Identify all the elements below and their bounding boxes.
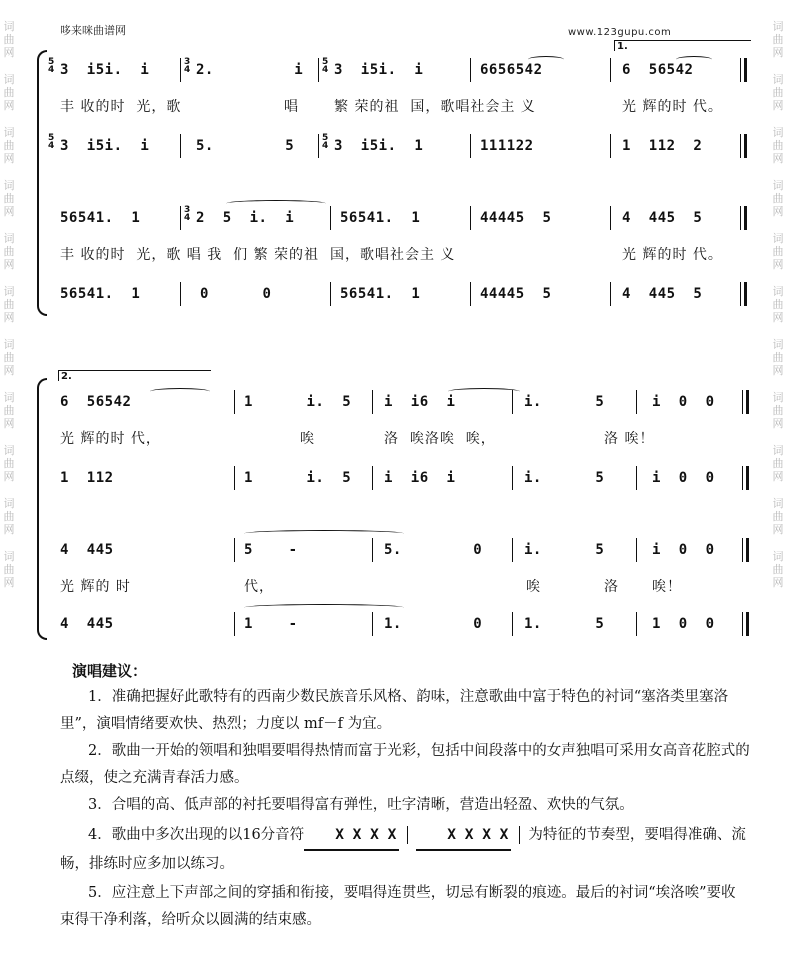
watermark-char: 词	[772, 338, 784, 351]
watermark-char: 曲	[772, 33, 784, 46]
barline	[180, 134, 181, 158]
slur	[150, 388, 210, 395]
watermark-char: 曲	[3, 139, 15, 152]
time-sig: 5 4	[322, 133, 329, 151]
s2-r4-m5: 1 0 0	[652, 616, 715, 632]
watermark-char: 网	[772, 152, 784, 165]
watermark-char: 网	[772, 311, 784, 324]
note-3: 3．合唱的高、低声部的衬托要唱得富有弹性，吐字清晰，营造出轻盈、欢快的气氛。	[88, 797, 634, 813]
barline	[234, 390, 235, 414]
watermark-char: 曲	[772, 351, 784, 364]
s1-r1-m2: 2. i	[196, 62, 304, 78]
barline	[372, 390, 373, 414]
barline	[470, 206, 471, 230]
watermark-char: 词	[772, 179, 784, 192]
watermark-char: 曲	[772, 404, 784, 417]
watermark-char: 曲	[3, 192, 15, 205]
s1-r1-m1: 3 i5i. i	[60, 62, 150, 78]
s2-r3-m4: i. 5	[524, 542, 605, 558]
watermark-char: 网	[3, 258, 15, 271]
s2-lyr3-d: 洛	[604, 579, 619, 595]
barline	[318, 134, 319, 158]
watermark-char: 词	[3, 285, 15, 298]
s1-lyr3-a: 丰 收的时 光，歌 唱 我 们 繁 荣的祖 国，歌唱社会主 义	[60, 247, 456, 263]
note-1: 1．准确把握好此歌特有的西南少数民族音乐风格、韵味，注意歌曲中富于特色的衬词“塞洛类里塞洛里”，演唱情绪要欢快、热烈；力度以 mf－f 为宜。	[60, 689, 729, 732]
repeat-bar	[744, 134, 747, 158]
s2-r2-m3: i i6 i	[384, 470, 456, 486]
watermark-char: 网	[3, 311, 15, 324]
watermark-char: 网	[3, 364, 15, 377]
s1-r4-m5: 4 445 5	[622, 286, 703, 302]
barline	[234, 612, 235, 636]
barline	[372, 612, 373, 636]
s2-r2-m2: 1 i. 5	[244, 470, 352, 486]
volta-1: 1.	[614, 40, 751, 51]
watermark-char: 网	[3, 205, 15, 218]
s2-r3-m3: 5. 0	[384, 542, 483, 558]
final-bar	[746, 612, 749, 636]
barline	[610, 134, 611, 158]
s2-r3-m5: i 0 0	[652, 542, 715, 558]
slur	[226, 200, 326, 207]
barline	[234, 538, 235, 562]
watermark-char: 网	[772, 99, 784, 112]
watermark-char: 词	[772, 73, 784, 86]
barline	[180, 282, 181, 306]
watermark-char: 网	[772, 523, 784, 536]
watermark-char: 网	[3, 470, 15, 483]
watermark-char: 词	[772, 232, 784, 245]
s2-r2-m1: 1 112	[60, 470, 114, 486]
s1-r4-m2: 0 0	[200, 286, 272, 302]
s2-lyr1-d: 洛 唉！	[604, 431, 655, 447]
final-bar	[742, 612, 743, 636]
note-4	[60, 822, 750, 878]
barline	[470, 134, 471, 158]
watermark-char: 网	[3, 417, 15, 430]
barline	[330, 282, 331, 306]
repeat-bar	[740, 134, 741, 158]
barline	[610, 58, 611, 82]
watermark-char: 词	[772, 550, 784, 563]
watermark-char: 词	[3, 391, 15, 404]
watermark-char: 词	[772, 444, 784, 457]
watermark-char: 网	[772, 364, 784, 377]
barline	[636, 612, 637, 636]
s2-r4-m3: 1. 0	[384, 616, 483, 632]
s1-lyr1-b: 唱	[284, 99, 299, 115]
repeat-bar	[740, 206, 741, 230]
barline	[519, 826, 520, 844]
watermark-char: 词	[3, 232, 15, 245]
watermark-char: 词	[772, 391, 784, 404]
barline	[407, 826, 408, 844]
watermark-char: 词	[3, 126, 15, 139]
s1-r1-m5: 6 56542	[622, 62, 694, 78]
watermark-right	[772, 20, 784, 603]
s1-r4-m4: 44445 5	[480, 286, 552, 302]
watermark-char: 网	[772, 470, 784, 483]
repeat-bar	[744, 282, 747, 306]
watermark-char: 网	[772, 258, 784, 271]
barline	[470, 58, 471, 82]
s1-r2-m4: 111122	[480, 138, 534, 154]
system2-brace	[37, 378, 47, 640]
site-name: 哆来咪曲谱网	[60, 24, 126, 37]
watermark-char: 词	[772, 20, 784, 33]
watermark-char: 词	[772, 126, 784, 139]
s2-r3-m1: 4 445	[60, 542, 114, 558]
watermark-char: 网	[3, 152, 15, 165]
s1-r1-m3: 3 i5i. i	[334, 62, 424, 78]
final-bar	[742, 466, 743, 490]
watermark-char: 词	[3, 179, 15, 192]
watermark-char: 曲	[772, 86, 784, 99]
watermark-char: 词	[3, 444, 15, 457]
s1-r3-m3: 56541. 1	[340, 210, 421, 226]
s1-r1-m4: 6656542	[480, 62, 543, 78]
final-bar	[746, 538, 749, 562]
watermark-char: 曲	[772, 298, 784, 311]
s2-r1-m4: i. 5	[524, 394, 605, 410]
s2-lyr3-e: 唉！	[652, 579, 682, 595]
site-url: www.123gupu.com	[568, 27, 672, 38]
watermark-char: 曲	[3, 298, 15, 311]
s2-r2-m5: i 0 0	[652, 470, 715, 486]
s2-r1-m3: i i6 i	[384, 394, 456, 410]
barline	[636, 538, 637, 562]
watermark-char: 曲	[3, 86, 15, 99]
watermark-char: 网	[3, 99, 15, 112]
repeat-bar	[740, 58, 741, 82]
barline	[180, 58, 181, 82]
slur	[244, 530, 404, 537]
watermark-char: 词	[3, 73, 15, 86]
s2-lyr3-a: 光 辉的 时	[60, 579, 131, 595]
final-bar	[746, 390, 749, 414]
s2-r4-m4: 1. 5	[524, 616, 605, 632]
s1-r2-m3: 3 i5i. 1	[334, 138, 424, 154]
watermark-char: 曲	[772, 510, 784, 523]
watermark-char: 曲	[772, 245, 784, 258]
s2-r4-m1: 4 445	[60, 616, 114, 632]
barline	[470, 282, 471, 306]
final-bar	[746, 466, 749, 490]
s2-lyr1-c: 洛 唉洛唉 唉，	[384, 431, 496, 447]
s1-r4-m3: 56541. 1	[340, 286, 421, 302]
s1-r2-m2: 5. 5	[196, 138, 295, 154]
barline	[180, 206, 181, 230]
watermark-char: 曲	[3, 245, 15, 258]
s2-lyr3-b: 代，	[244, 579, 274, 595]
s1-r4-m1: 56541. 1	[60, 286, 141, 302]
s2-r1-m2: 1 i. 5	[244, 394, 352, 410]
repeat-bar	[744, 206, 747, 230]
barline	[636, 466, 637, 490]
s2-r2-m4: i. 5	[524, 470, 605, 486]
watermark-char: 网	[772, 417, 784, 430]
time-sig: 3 4	[184, 57, 191, 75]
barline	[512, 612, 513, 636]
note-5: 5．应注意上下声部之间的穿插和衔接，要唱得连贯些，切忌有断裂的痕迹。最后的衬词“埃洛唉”要收束得干净利落，给听众以圆满的结束感。	[60, 885, 736, 928]
notes-title: 演唱建议：	[72, 662, 148, 680]
time-sig: 5 4	[48, 57, 55, 75]
s2-r1-m5: i 0 0	[652, 394, 715, 410]
s2-r1-m1: 6 56542	[60, 394, 132, 410]
s1-r3-m4: 44445 5	[480, 210, 552, 226]
s1-lyr3-b: 光 辉的时 代。	[622, 247, 723, 263]
time-sig: 3 4	[184, 205, 191, 223]
volta-2: 2.	[58, 370, 211, 381]
barline	[372, 466, 373, 490]
barline	[512, 466, 513, 490]
repeat-bar	[740, 282, 741, 306]
watermark-char: 曲	[772, 563, 784, 576]
s1-r3-m5: 4 445 5	[622, 210, 703, 226]
s2-lyr1-a: 光 辉的时 代，	[60, 431, 161, 447]
time-sig: 5 4	[48, 133, 55, 151]
s2-lyr3-c: 唉	[526, 579, 541, 595]
barline	[512, 538, 513, 562]
s1-r3-m1: 56541. 1	[60, 210, 141, 226]
watermark-char: 曲	[772, 192, 784, 205]
s2-r3-m2: 5 -	[244, 542, 298, 558]
note-2: 2．歌曲一开始的领唱和独唱要唱得热情而富于光彩，包括中间段落中的女声独唱可采用女高音花腔式的点缀，使之充满青春活力感。	[60, 743, 750, 786]
watermark-char: 词	[772, 497, 784, 510]
watermark-char: 网	[3, 576, 15, 589]
watermark-char: 词	[3, 497, 15, 510]
slur	[676, 56, 712, 63]
barline	[610, 282, 611, 306]
watermark-char: 曲	[3, 563, 15, 576]
time-sig: 5 4	[322, 57, 329, 75]
watermark-char: 网	[3, 523, 15, 536]
repeat-bar	[744, 58, 747, 82]
watermark-char: 曲	[3, 33, 15, 46]
s1-r2-m1: 3 i5i. i	[60, 138, 150, 154]
watermark-char: 曲	[772, 457, 784, 470]
barline	[318, 58, 319, 82]
watermark-char: 曲	[3, 404, 15, 417]
watermark-char: 曲	[772, 139, 784, 152]
barline	[234, 466, 235, 490]
slur	[448, 388, 520, 395]
watermark-char: 词	[772, 285, 784, 298]
watermark-char: 网	[772, 576, 784, 589]
system1-brace	[37, 50, 47, 316]
s2-r4-m2: 1 -	[244, 616, 298, 632]
s1-r3-m2: 2 5 i. i	[196, 210, 295, 226]
watermark-char: 词	[3, 550, 15, 563]
watermark-char: 网	[772, 205, 784, 218]
barline	[330, 206, 331, 230]
watermark-char: 网	[772, 46, 784, 59]
watermark-char: 词	[3, 338, 15, 351]
s1-lyr1-c: 繁 荣的祖 国，歌唱社会主 义	[334, 99, 536, 115]
watermark-char: 曲	[3, 510, 15, 523]
s1-r2-m5: 1 112 2	[622, 138, 703, 154]
slur	[244, 604, 404, 611]
final-bar	[742, 538, 743, 562]
s1-lyr1-a: 丰 收的时 光，歌	[60, 99, 182, 115]
rhythm-pattern-2: X X X X	[416, 822, 511, 851]
s2-lyr1-b: 唉	[300, 431, 315, 447]
s1-lyr1-d: 光 辉的时 代。	[622, 99, 723, 115]
rhythm-pattern-1: X X X X	[304, 822, 399, 851]
watermark-left	[3, 20, 15, 603]
note-4-text-b: 为特征的节奏型，要唱得准确、流畅，排练时应多加以练习。	[60, 827, 746, 872]
note-4-text-a: 4．歌曲中多次出现的以16分音符	[88, 827, 305, 843]
watermark-char: 词	[3, 20, 15, 33]
final-bar	[742, 390, 743, 414]
watermark-char: 网	[3, 46, 15, 59]
barline	[610, 206, 611, 230]
watermark-char: 曲	[3, 351, 15, 364]
barline	[372, 538, 373, 562]
watermark-char: 曲	[3, 457, 15, 470]
slur	[528, 56, 564, 63]
barline	[636, 390, 637, 414]
